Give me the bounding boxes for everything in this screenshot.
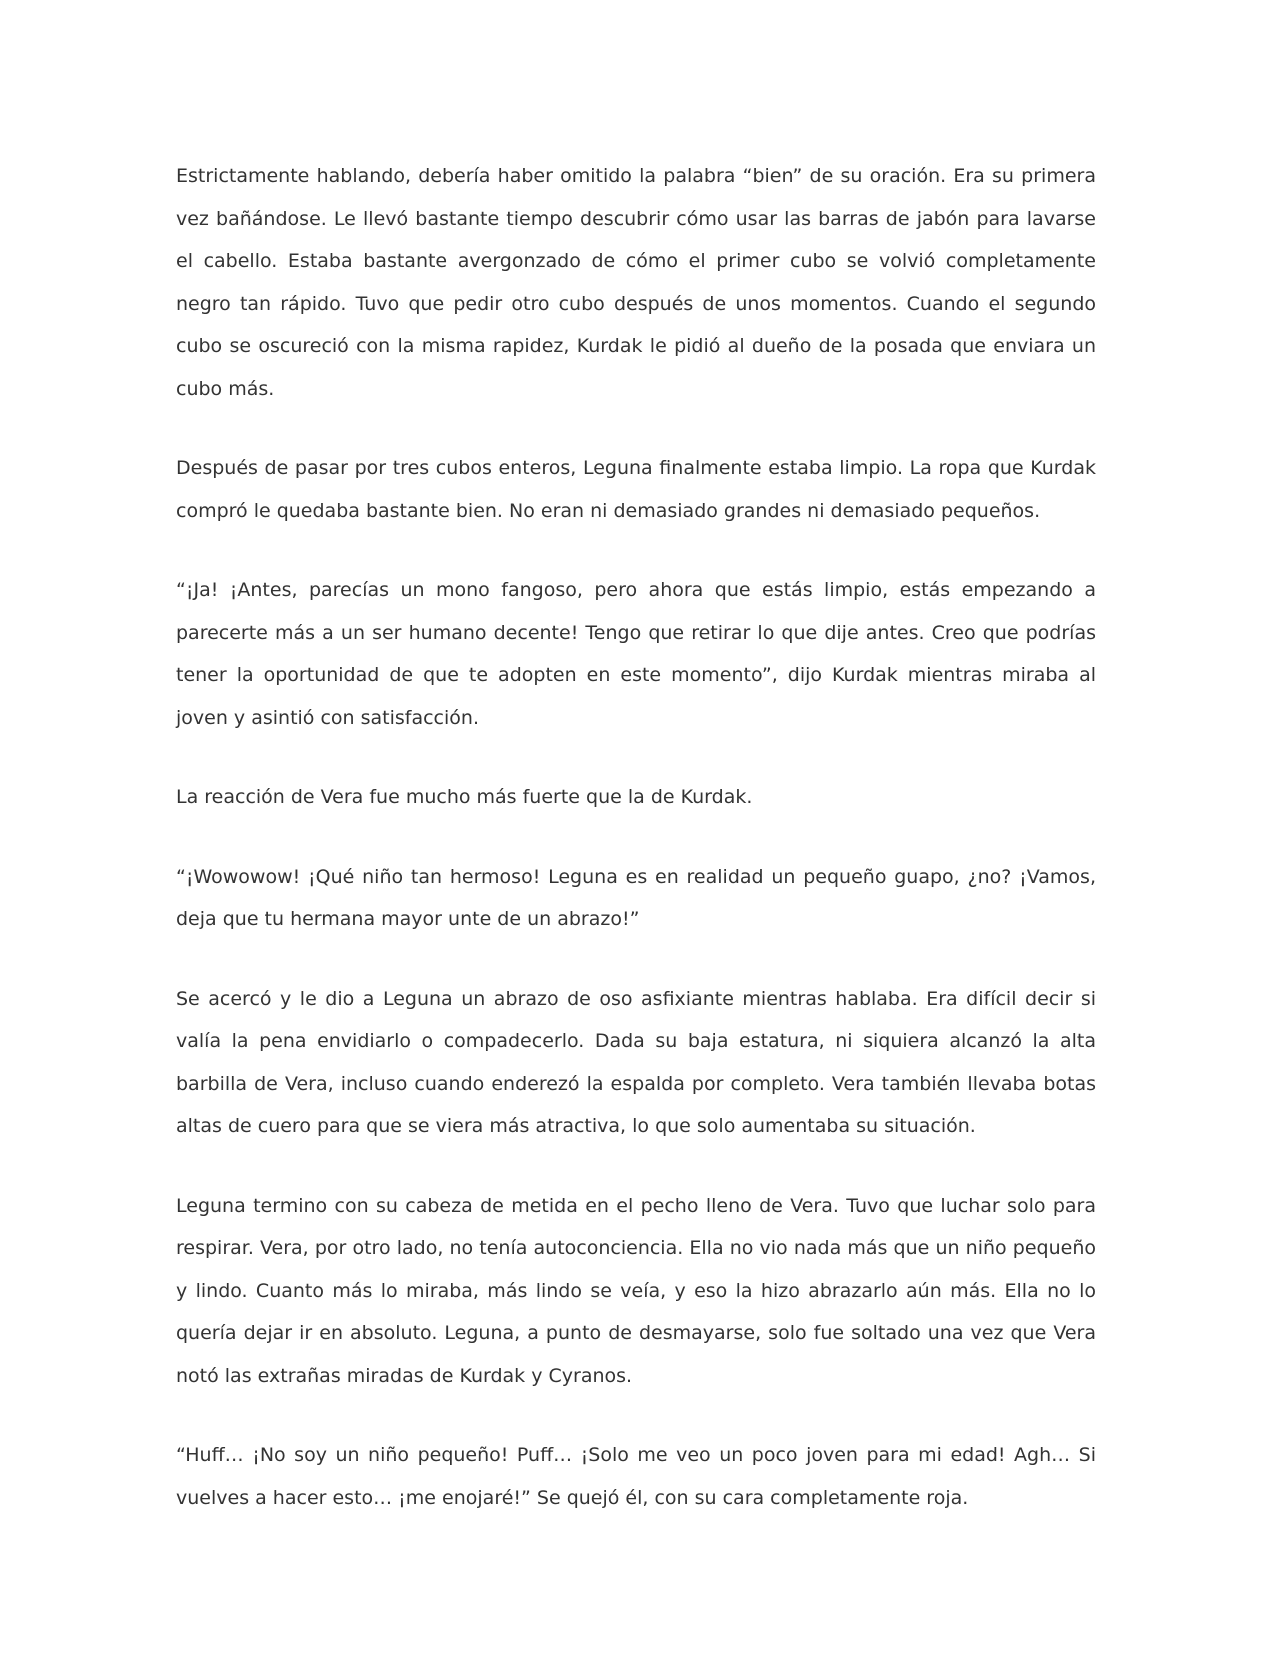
paragraph-3: “¡Ja! ¡Antes, parecías un mono fangoso, pero ahora que estás limpio, estás empezando a parecerte más a un ser humano decente! Tengo que retirar lo que dije antes. Creo que podrías tener la oportunidad de que te adopten en este momento”, dijo Kurdak mientras miraba al joven y asintió con satisfacción.	[176, 579, 1096, 729]
paragraph-5: “¡Wowowow! ¡Qué niño tan hermoso! Leguna es en realidad un pequeño guapo, ¿no? ¡Vamos, deja que tu hermana mayor unte de un abrazo!”	[176, 865, 1096, 930]
paragraph-1: Estrictamente hablando, debería haber omitido la palabra “bien” de su oración. Era su primera vez bañándose. Le llevó bastante tiempo descubrir cómo usar las barras de jabón para lavarse el cabello. Estaba bastante avergonzado de cómo el primer cubo se volvió completamente negro tan rápido. Tuvo que pedir otro cubo después de unos momentos. Cuando el segundo cubo se oscureció con la misma rapidez, Kurdak le pidió al dueño de la posada que enviara un cubo más.	[176, 165, 1096, 400]
paragraph-6: Se acercó y le dio a Leguna un abrazo de oso asfixiante mientras hablaba. Era difícil decir si valía la pena envidiarlo o compadecerlo. Dada su baja estatura, ni siquiera alcanzó la alta barbilla de Vera, incluso cuando enderezó la espalda por completo. Vera también llevaba botas altas de cuero para que se viera más atractiva, lo que solo aumentaba su situación.	[176, 987, 1096, 1137]
document-body	[176, 155, 1096, 1556]
paragraph-7: Leguna termino con su cabeza de metida en el pecho lleno de Vera. Tuvo que luchar solo para respirar. Vera, por otro lado, no tenía autoconciencia. Ella no vio nada más que un niño pequeño y lindo. Cuanto más lo miraba, más lindo se veía, y eso la hizo abrazarlo aún más. Ella no lo quería dejar ir en absoluto. Leguna, a punto de desmayarse, solo fue soltado una vez que Vera notó las extrañas miradas de Kurdak y Cyranos.	[176, 1194, 1096, 1387]
paragraph-2: Después de pasar por tres cubos enteros, Leguna finalmente estaba limpio. La ropa que Kurdak compró le quedaba bastante bien. No eran ni demasiado grandes ni demasiado pequeños.	[176, 457, 1096, 522]
paragraph-8: “Huff… ¡No soy un niño pequeño! Puff… ¡Solo me veo un poco joven para mi edad! Agh… Si vuelves a hacer esto… ¡me enojaré!” Se quejó él, con su cara completamente roja.	[176, 1444, 1096, 1509]
paragraph-4: La reacción de Vera fue mucho más fuerte que la de Kurdak.	[176, 786, 753, 808]
